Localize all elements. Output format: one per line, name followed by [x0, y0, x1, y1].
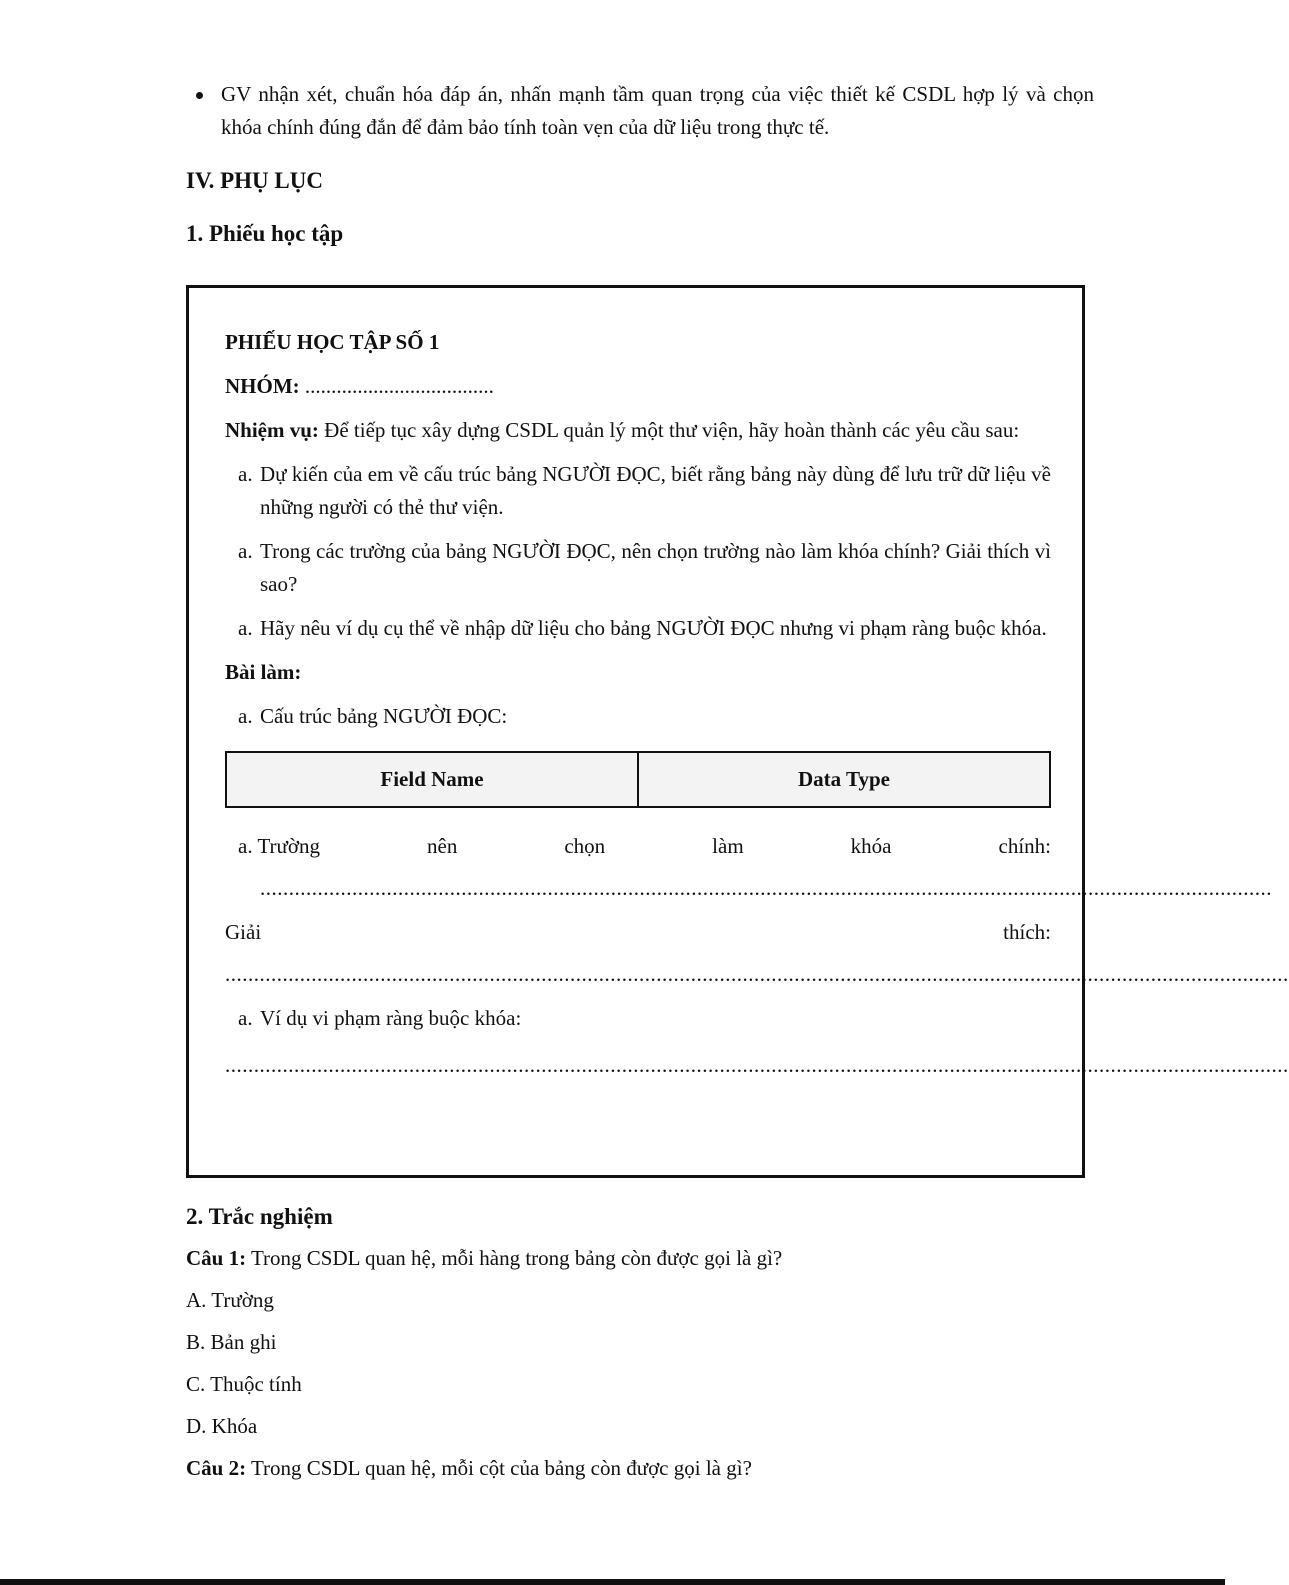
task-marker: a.: [238, 1006, 253, 1030]
fields-table: [225, 751, 1051, 808]
task-item-text: Trong các trường của bảng NGƯỜI ĐỌC, nên chọn trường nào làm khóa chính? Giải thích vì sao?: [260, 539, 1051, 596]
task-marker: a.: [238, 462, 253, 486]
intro-bullet: [186, 78, 1094, 144]
answer-a-text: Cấu trúc bảng NGƯỜI ĐỌC:: [260, 704, 508, 728]
option-d: D. Khóa: [186, 1414, 258, 1438]
question-1-text: Trong CSDL quan hệ, mỗi hàng trong bảng còn được gọi là gì?: [250, 1246, 783, 1270]
answer-b-word: làm: [712, 834, 744, 858]
quiz-section: [186, 1200, 1094, 1485]
section-iv-heading: IV. PHỤ LỤC: [186, 168, 323, 193]
task-item-text: Hãy nêu ví dụ cụ thể về nhập dữ liệu cho bảng NGƯỜI ĐỌC nhưng vi phạm ràng buộc khóa.: [260, 616, 1047, 640]
answer-heading: [225, 656, 1051, 689]
intro-bullet-text: GV nhận xét, chuẩn hóa đáp án, nhấn mạnh tầm quan trọng của việc thiết kế CSDL hợp lý và chọn khóa chính đúng đắn để đảm bảo tính toàn vẹn của dữ liệu trong thực tế.: [221, 82, 1094, 139]
page-top: [186, 78, 1094, 250]
group-dots: ....................................: [304, 374, 494, 398]
option-c: C. Thuộc tính: [186, 1372, 302, 1396]
answer-b-word: nên: [427, 834, 458, 858]
task-item: [225, 458, 1051, 524]
worksheet-title: PHIẾU HỌC TẬP SỐ 1: [225, 330, 440, 354]
task-marker: a.: [238, 704, 253, 728]
task-item: [225, 535, 1051, 601]
group-line: [225, 370, 1051, 403]
answer-b-line: [225, 830, 1051, 863]
answer-b-word: chọn: [564, 834, 606, 858]
task-text: Để tiếp tục xây dựng CSDL quản lý một thư viện, hãy hoàn thành các yêu cầu sau:: [324, 418, 1020, 442]
explain-left: Giải: [225, 920, 262, 944]
table-header-row: [226, 752, 1050, 807]
answer-b-dots: ................................................................................................................................................................................: [260, 876, 1272, 900]
answer-a: [225, 700, 1051, 733]
field-name-header: Field Name: [226, 752, 638, 807]
worksheet-box: [186, 285, 1289, 1178]
task-marker: a.: [238, 616, 253, 640]
answer-b-word: khóa: [850, 834, 892, 858]
group-label: NHÓM:: [225, 374, 300, 398]
answer-c: [225, 1002, 1051, 1035]
answer-b-word: chính:: [998, 834, 1051, 858]
question-2: [186, 1452, 1094, 1485]
section-2-heading: 2. Trắc nghiệm: [186, 1204, 333, 1229]
explain-right: thích:: [1003, 920, 1051, 944]
task-line: [225, 414, 1051, 447]
explain-line: [225, 916, 1051, 949]
task-item-text: Dự kiến của em về cấu trúc bảng NGƯỜI ĐỌC, biết rằng bảng này dùng để lưu trữ dữ liệu về những người có thẻ thư viện.: [260, 462, 1051, 519]
task-label: Nhiệm vụ:: [225, 418, 319, 442]
question-2-label: Câu 2:: [186, 1456, 247, 1480]
question-1: [186, 1242, 1094, 1275]
explain-dots: .........................................................................................................................................................................................: [225, 962, 1289, 986]
page-bottom-divider: [0, 1579, 1225, 1585]
section-1-heading: 1. Phiếu học tập: [186, 221, 344, 246]
worksheet-content: [225, 326, 1289, 1082]
answer-c-text: Ví dụ vi phạm ràng buộc khóa:: [260, 1006, 522, 1030]
question-1-label: Câu 1:: [186, 1246, 247, 1270]
option-b: B. Bản ghi: [186, 1330, 277, 1354]
task-marker: a.: [238, 539, 253, 563]
question-2-text: Trong CSDL quan hệ, mỗi cột của bảng còn được gọi là gì?: [250, 1456, 752, 1480]
answer-label: Bài làm:: [225, 660, 302, 684]
option-a: A. Trường: [186, 1288, 274, 1312]
answer-b-word: a. Trường: [238, 834, 321, 858]
answer-c-dots: .........................................................................................................................................................................................: [225, 1053, 1289, 1077]
task-item: [225, 612, 1051, 645]
bullet-dot-icon: [196, 92, 203, 99]
data-type-header: Data Type: [638, 752, 1050, 807]
